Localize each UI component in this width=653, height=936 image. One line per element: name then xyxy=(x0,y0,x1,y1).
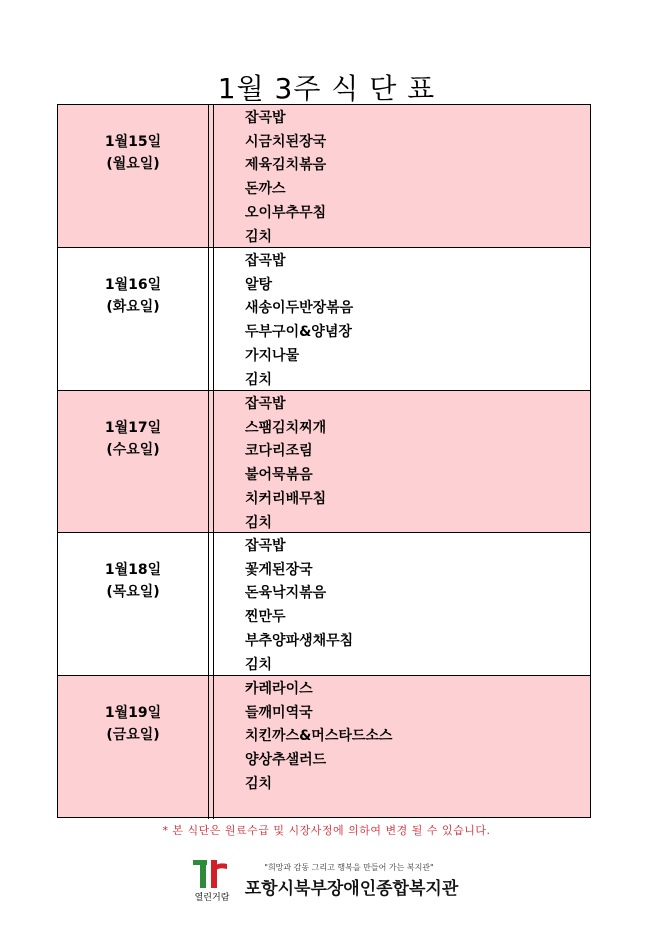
day-row-thursday xyxy=(58,533,590,676)
menu-item: 치킨까스&머스타드소스 xyxy=(245,728,393,745)
menu-item: 새송이두반장볶음 xyxy=(245,300,354,317)
date-cell xyxy=(58,248,208,318)
date-label: 1월19일 xyxy=(104,705,162,721)
menu-items xyxy=(245,535,353,677)
day-row-wednesday xyxy=(58,391,590,533)
menu-item: 잡곡밥 xyxy=(245,110,286,126)
menu-item: 알탕 xyxy=(245,276,273,293)
menu-item: 제육김치볶음 xyxy=(245,157,327,174)
menu-item: 잡곡밥 xyxy=(245,253,286,269)
menu-item: 두부구이&양념장 xyxy=(245,324,352,341)
menu-items xyxy=(245,678,392,797)
menu-item: 가지나물 xyxy=(245,347,300,364)
menu-items xyxy=(245,393,326,535)
weekday-label: (화요일) xyxy=(106,299,160,315)
day-row-friday xyxy=(58,676,590,817)
organization-name: 포항시북부장애인종합복지관 xyxy=(244,879,459,899)
menu-item: 김치 xyxy=(245,775,273,792)
menu-item: 돈육낙지볶음 xyxy=(245,585,327,602)
menu-item: 시금치된장국 xyxy=(245,133,327,150)
date-label: 1월18일 xyxy=(104,562,162,578)
slogan-text: "희망과 감동 그리고 행복을 만들어 가는 복지관" xyxy=(264,863,434,872)
day-row-tuesday xyxy=(58,248,590,391)
menu-item: 꽃게된장국 xyxy=(245,561,313,578)
menu-items xyxy=(245,107,326,249)
weekday-label: (월요일) xyxy=(106,156,160,172)
date-label: 1월15일 xyxy=(104,134,162,150)
date-cell xyxy=(58,105,208,175)
menu-item: 들깨미역국 xyxy=(245,704,313,721)
menu-item: 불어묵볶음 xyxy=(245,467,313,484)
column-divider xyxy=(213,105,214,819)
page-title: 1월 3주 식 단 표 xyxy=(217,72,436,105)
menu-table xyxy=(57,104,591,818)
menu-item: 잡곡밥 xyxy=(245,538,286,554)
date-cell xyxy=(58,533,208,603)
menu-item: 치커리배무침 xyxy=(245,490,327,507)
menu-items xyxy=(245,250,353,392)
menu-item: 양상추샐러드 xyxy=(245,752,327,769)
menu-item: 김치 xyxy=(245,228,273,245)
notice-text: * 본 식단은 원료수급 및 시장사정에 의하여 변경 될 수 있습니다. xyxy=(162,824,491,837)
weekday-label: (금요일) xyxy=(106,727,160,743)
menu-item: 김치 xyxy=(245,656,273,673)
menu-item: 찐만두 xyxy=(245,609,286,626)
menu-item: 김치 xyxy=(245,514,273,531)
column-divider xyxy=(208,105,209,819)
menu-item: 카레라이스 xyxy=(245,681,313,697)
logo-text: 열린거람 xyxy=(194,893,230,903)
menu-item: 부추양파생채무침 xyxy=(245,632,354,649)
date-cell xyxy=(58,676,208,746)
weekday-label: (목요일) xyxy=(106,584,160,600)
weekday-label: (수요일) xyxy=(106,442,160,458)
menu-item: 스팸김치찌개 xyxy=(245,419,327,436)
menu-item: 돈까스 xyxy=(245,181,286,198)
menu-item: 오이부추무침 xyxy=(245,204,327,221)
date-label: 1월17일 xyxy=(104,420,162,436)
menu-item: 김치 xyxy=(245,371,273,388)
menu-item: 잡곡밥 xyxy=(245,396,286,412)
day-row-monday xyxy=(58,105,590,248)
date-label: 1월16일 xyxy=(104,277,162,293)
menu-item: 코다리조림 xyxy=(245,443,313,460)
date-cell xyxy=(58,391,208,461)
